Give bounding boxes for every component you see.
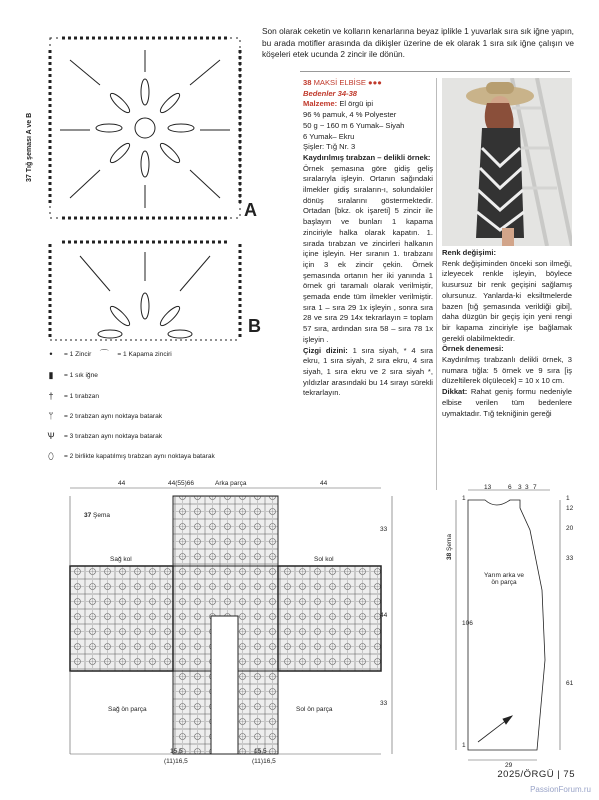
- composition: 96 % pamuk, 4 % Polyester: [303, 110, 397, 120]
- sizes: Bedenler 34-38: [303, 88, 358, 98]
- dim-61: 61: [566, 680, 574, 687]
- page-number: 75: [563, 769, 575, 780]
- legend-row-chain: [44, 350, 172, 359]
- difficulty-dots: ●●●: [368, 78, 382, 87]
- schema37-title: [84, 512, 110, 519]
- dim-106: 106: [462, 620, 473, 627]
- dot-icon: •: [49, 349, 53, 359]
- legend-text: = 1 tırabzan: [64, 393, 100, 400]
- dim-bottom-sub-left: (11)16,5: [164, 758, 188, 765]
- side-caption: [26, 113, 33, 182]
- dim-3b: 3: [525, 484, 529, 491]
- amount-ecru: 6 Yumak– Ekru: [303, 131, 355, 141]
- legend-row-3dc: [44, 432, 162, 441]
- dim-right-33b: 33: [380, 700, 388, 707]
- dim-3a: 3: [518, 484, 522, 491]
- motif-b-label: B: [248, 316, 261, 336]
- label-right-front: Sağ ön parça: [108, 706, 147, 713]
- dim-bottom-right: 15,5: [254, 748, 267, 755]
- legend-text: = 2 birlikte kapatılmış tırabzan aynı noktaya batarak: [64, 453, 215, 460]
- schema-37: [40, 474, 420, 774]
- dim-12: 12: [566, 505, 574, 512]
- motif-a-label: A: [244, 200, 257, 220]
- legend-row-2dc: [44, 412, 162, 421]
- dim-20: 20: [566, 525, 574, 532]
- dim-top-mid: 44(55)66: [168, 480, 195, 487]
- label-left-sleeve: Sol kol: [314, 556, 334, 563]
- article-column-1: [303, 78, 433, 399]
- legend-text: = 1 Zincir: [64, 351, 92, 358]
- gauge-body: Kaydırılmış tırabzanlı delikli örnek, 3 numara tığla: 5 örnek ve 9 sıra [iş düzeltilerek ölçülecek] = 10 x 10 cm.: [442, 355, 572, 386]
- needle: Şişler: Tığ Nr. 3: [303, 142, 356, 152]
- note-heading: Dikkat:: [442, 387, 468, 397]
- material-value: El örgü ipi: [339, 99, 374, 109]
- label-right-sleeve: Sağ kol: [110, 556, 132, 563]
- article-column-2: [442, 248, 572, 419]
- side-caption-text: 37 Tığ şeması A ve B: [26, 112, 33, 182]
- pattern-heading: Kaydırılmış tırabzan – delikli örnek:: [303, 152, 431, 162]
- dim-13: 13: [484, 484, 492, 491]
- dim-right-44: 44: [380, 612, 388, 619]
- dim-33: 33: [566, 555, 574, 562]
- intro-paragraph: Son olarak ceketin ve kolların kenarlarına beyaz iplikle 1 yuvarlak sıra sık iğne yapın, bu arada motifler arasında da dikişler üzerine de ek olarak 1 sıra sık iğne çalışın ve köşeleri etek ucunda 2 zincir ile dönün.: [262, 26, 574, 60]
- footer-year: 2025: [497, 769, 521, 780]
- footer-magazine: ÖRGÜ: [523, 769, 555, 780]
- dim-7: 7: [533, 484, 537, 491]
- dc-icon: †: [48, 391, 54, 401]
- color-heading: Renk değişimi:: [442, 248, 497, 257]
- motif-b-diagram: [40, 236, 270, 346]
- pattern-body: Örnek şemasına göre gidiş geliş sıralarıyla işleyin. Ortanın sağındaki ilmekler gidiş sıraların-ı, solundakiler dönüş sıralarını göstermektedir. Ortadan [bkz. ok işareti] 5 zincir ile başlayın ve bunları 1 kapama zinciriyle halka olarak kapatın. 1. sırada tırabzan ve zincirleri halkanın içine işleyin. Her sıranın 1. tırabzanı için 3 ek zincir çekin. Örnek şemasında ortanın her iki yanında 1 örnek gri taramalı olarak verilmiştir, şemada ende tüm ilmekler verilmiştir. sıra 1 – sıra 29 1x işleyin , sonra sıra 28 ve sıra 29 14x tekrarlayın = toplam 57 sıra, ardından sıra 58 – sıra 78 1x işleyin .: [303, 163, 433, 344]
- motif-a-diagram: [40, 30, 270, 230]
- garment-outline: [70, 496, 381, 754]
- legend-row-cluster: [44, 452, 215, 461]
- label-half-piece: Yarım arka ve ön parça: [484, 572, 524, 586]
- two-dc-icon: ᛘ: [48, 411, 54, 421]
- page-footer: [497, 769, 575, 780]
- column-divider: [436, 78, 437, 490]
- legend-row-dc: [44, 392, 99, 401]
- legend-row-sc: [44, 371, 98, 380]
- three-dc-icon: Ѱ: [47, 431, 55, 441]
- dim-6: 6: [508, 484, 512, 491]
- schema37-title-text: Şema: [93, 512, 111, 519]
- article-title: [303, 78, 433, 89]
- schema37-num: 37: [84, 512, 92, 519]
- legend-text: = 1 Kapama zinciri: [117, 351, 172, 358]
- dim-left-1b: 1: [462, 742, 466, 749]
- dim-top-right: 44: [320, 480, 328, 487]
- dim-left-1a: 1: [462, 495, 466, 502]
- schema38-num: 38: [446, 552, 453, 560]
- material-label: Malzeme:: [303, 99, 338, 109]
- dim-right-33a: 33: [380, 526, 388, 533]
- legend-text: = 2 tırabzan aynı noktaya batarak: [64, 413, 163, 420]
- watermark: PassionForum.ru: [530, 785, 591, 794]
- legend-text: = 3 tırabzan aynı noktaya batarak: [64, 433, 163, 440]
- dim-top-left: 44: [118, 480, 126, 487]
- legend-text: = 1 sık iğne: [64, 372, 98, 379]
- schema38-title: [446, 534, 453, 560]
- amount-black: 50 g ~ 160 m 6 Yumak– Siyah: [303, 120, 405, 130]
- divider: [300, 71, 570, 72]
- model-photo: [442, 78, 572, 246]
- note-body: Rahat geniş formu nedeniyle elbise verilen tüm bedenlere uymaktadır. Tığ tekniğinin gereği: [442, 387, 572, 418]
- bar-icon: ▮: [48, 370, 54, 380]
- schema38-title-text: Şema: [446, 533, 453, 551]
- gauge-heading: Örnek denemesi:: [442, 344, 504, 354]
- dim-bottom-sub-right: (11)16,5: [252, 758, 276, 765]
- dim-bottom-left: 15,5: [170, 748, 183, 755]
- count-body: 1 sıra siyah, * 4 sıra ekru, 1 sıra siyah, 2 sıra ekru, 4 sıra siyah, 1 sıra ekru ve 2 sıra siyah *, yıldızlar arasındaki bu 14 sırayı sürekli tekrarlayın.: [303, 345, 433, 398]
- footer-sep: /: [520, 769, 524, 780]
- arc-icon: ⌒: [99, 349, 109, 359]
- footer-bar: |: [557, 769, 561, 780]
- label-left-front: Sol ön parça: [296, 706, 333, 713]
- article-title-text: MAKSİ ELBİSE: [313, 78, 366, 87]
- count-heading: Çizgi dizini:: [303, 345, 348, 355]
- article-number: 38: [303, 78, 312, 87]
- color-body: Renk değişiminden önceki son ilmeği, izleyecek renkle işleyin, böylece kusursuz bir renk geçişini sağlamış olursunuz. Yanlarda-ki eksiltmelerde bazen [tığ şemasında verildiği gibi], daha düzgün bir geçiş için yeni rengi bir kapama zinciriyle işe bağlamak gerekli olabilmektedir.: [442, 258, 572, 343]
- dim-29: 29: [505, 762, 513, 769]
- dim-right-1: 1: [566, 495, 570, 502]
- label-back: Arka parça: [215, 480, 247, 487]
- cluster-icon: ⬯: [48, 451, 54, 461]
